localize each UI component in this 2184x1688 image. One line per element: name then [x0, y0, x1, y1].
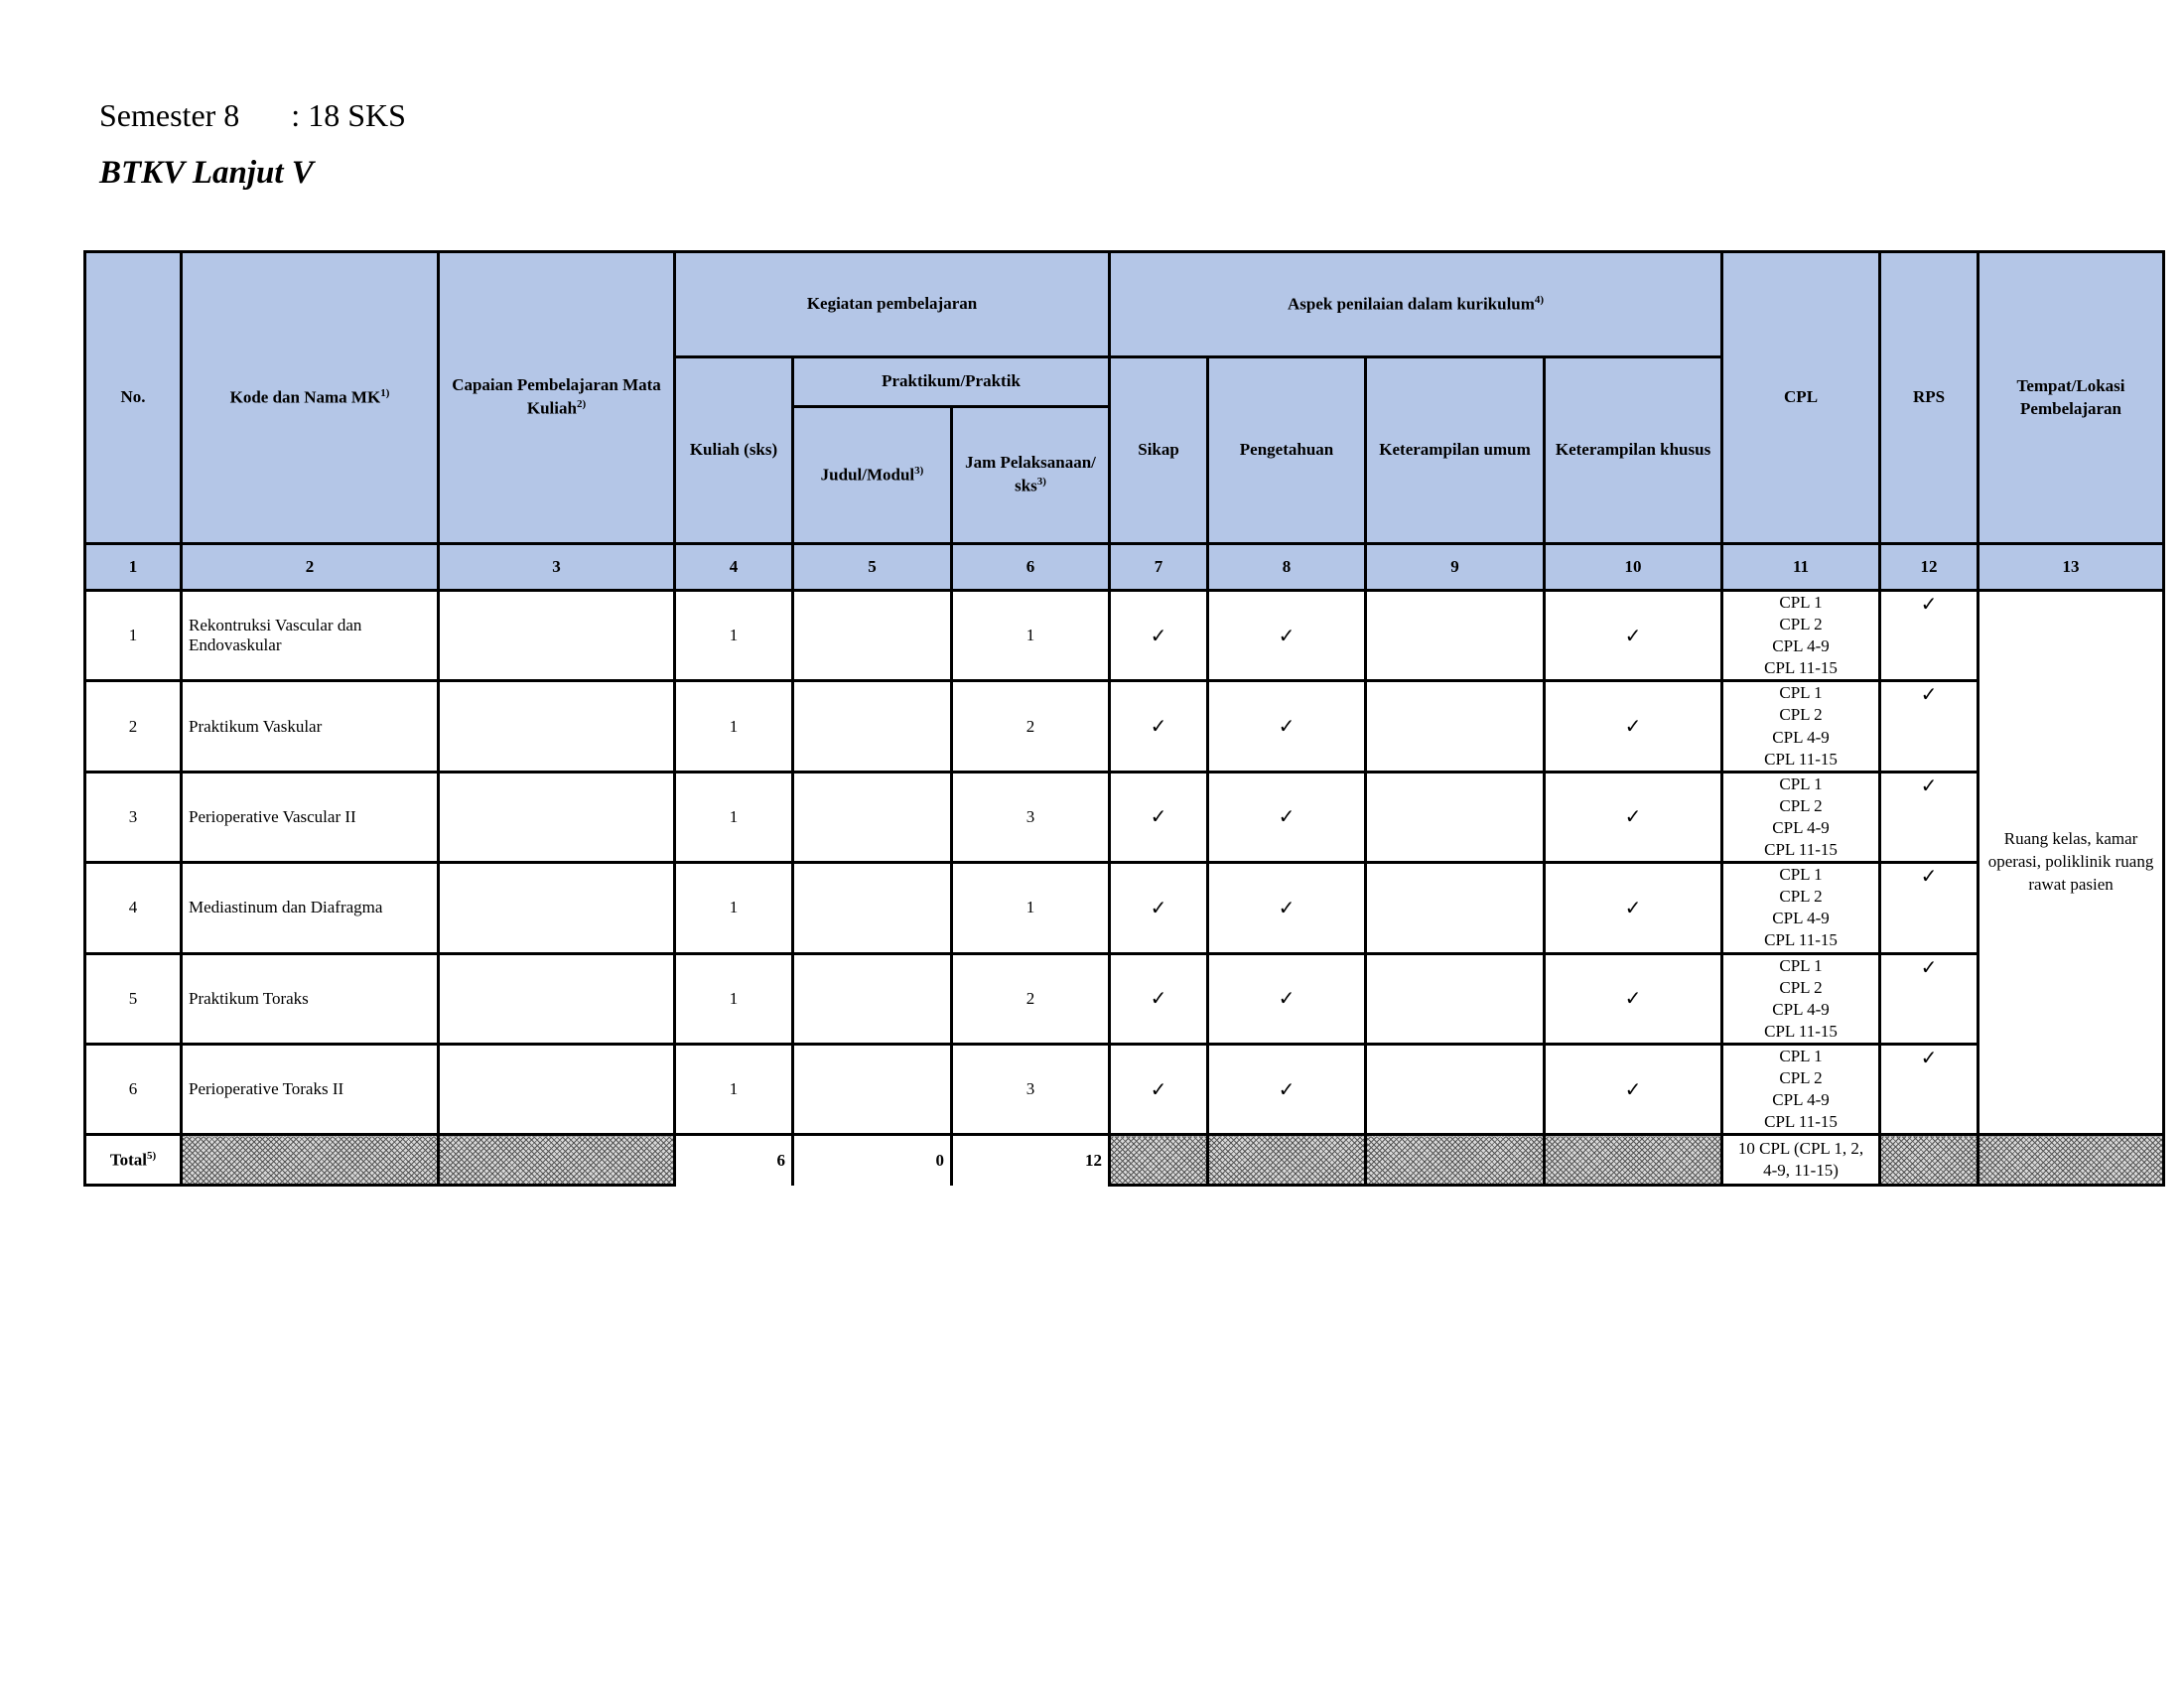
- rps-check: ✓: [1880, 953, 1979, 1044]
- header-keterampilan-umum: Keterampilan umum: [1366, 357, 1545, 544]
- course-name: Praktikum Toraks: [182, 953, 439, 1044]
- total-label: Total$^{5)}$: [85, 1135, 182, 1186]
- jam-cell: 2: [952, 681, 1110, 772]
- total-jam: 12: [952, 1135, 1110, 1186]
- judul-cell: [793, 863, 952, 953]
- cpl-cell: CPL 1 CPL 2 CPL 4-9 CPL 11-15: [1722, 681, 1880, 772]
- col-number: 3: [439, 544, 675, 591]
- jam-cell: 3: [952, 772, 1110, 862]
- cpl-cell: CPL 1 CPL 2 CPL 4-9 CPL 11-15: [1722, 772, 1880, 862]
- capaian-cell: [439, 681, 675, 772]
- judul-cell: [793, 591, 952, 681]
- header-sikap: Sikap: [1110, 357, 1208, 544]
- header-rps: RPS: [1880, 252, 1979, 544]
- capaian-cell: [439, 863, 675, 953]
- hatched-cell: [182, 1135, 439, 1186]
- col-number: 11: [1722, 544, 1880, 591]
- table-row: [85, 1044, 2164, 1134]
- col-number: 10: [1545, 544, 1722, 591]
- header-kuliah: Kuliah (sks): [675, 357, 793, 544]
- semester-label: Semester 8: [99, 97, 240, 133]
- header-judul-modul: Judul/Modul$^{3)}$: [793, 407, 952, 544]
- pengetahuan-check: ✓: [1208, 681, 1366, 772]
- sikap-check: ✓: [1110, 863, 1208, 953]
- curriculum-table: [83, 250, 2165, 1187]
- jam-cell: 2: [952, 953, 1110, 1044]
- judul-cell: [793, 1044, 952, 1134]
- cpl-cell: CPL 1 CPL 2 CPL 4-9 CPL 11-15: [1722, 863, 1880, 953]
- sikap-check: ✓: [1110, 953, 1208, 1044]
- kuliah-cell: 1: [675, 863, 793, 953]
- header-capaian: Capaian Pembelajaran Mata Kuliah$^{2)}$: [439, 252, 675, 544]
- course-name: Praktikum Vaskular: [182, 681, 439, 772]
- header-kegiatan: Kegiatan pembelajaran: [675, 252, 1110, 357]
- total-kuliah: 6: [675, 1135, 793, 1186]
- keterampilan-umum-cell: [1366, 772, 1545, 862]
- table-row: [85, 591, 2164, 681]
- header-tempat: Tempat/Lokasi Pembelajaran: [1979, 252, 2164, 544]
- total-judul: 0: [793, 1135, 952, 1186]
- section-subtitle: BTKV Lanjut V: [99, 155, 314, 191]
- row-no: 6: [85, 1044, 182, 1134]
- col-number: 5: [793, 544, 952, 591]
- cpl-cell: CPL 1 CPL 2 CPL 4-9 CPL 11-15: [1722, 953, 1880, 1044]
- header-no: No.: [85, 252, 182, 544]
- pengetahuan-check: ✓: [1208, 591, 1366, 681]
- row-no: 5: [85, 953, 182, 1044]
- pengetahuan-check: ✓: [1208, 772, 1366, 862]
- col-number: 12: [1880, 544, 1979, 591]
- capaian-cell: [439, 953, 675, 1044]
- kuliah-cell: 1: [675, 1044, 793, 1134]
- hatched-cell: [1110, 1135, 1208, 1186]
- kuliah-cell: 1: [675, 772, 793, 862]
- course-name: Perioperative Toraks II: [182, 1044, 439, 1134]
- sikap-check: ✓: [1110, 1044, 1208, 1134]
- judul-cell: [793, 681, 952, 772]
- rps-check: ✓: [1880, 591, 1979, 681]
- table-row: [85, 863, 2164, 953]
- table-row: [85, 772, 2164, 862]
- table-row: [85, 953, 2164, 1044]
- keterampilan-khusus-check: ✓: [1545, 953, 1722, 1044]
- header-aspek: Aspek penilaian dalam kurikulum$^{4)}$: [1110, 252, 1722, 357]
- table-row: [85, 681, 2164, 772]
- cpl-cell: CPL 1 CPL 2 CPL 4-9 CPL 11-15: [1722, 1044, 1880, 1134]
- hatched-cell: [1545, 1135, 1722, 1186]
- jam-cell: 1: [952, 591, 1110, 681]
- kuliah-cell: 1: [675, 591, 793, 681]
- sikap-check: ✓: [1110, 591, 1208, 681]
- sikap-check: ✓: [1110, 772, 1208, 862]
- keterampilan-umum-cell: [1366, 1044, 1545, 1134]
- kuliah-cell: 1: [675, 681, 793, 772]
- header-pengetahuan: Pengetahuan: [1208, 357, 1366, 544]
- tempat-cell: Ruang kelas, kamar operasi, poliklinik ruang rawat pasien: [1979, 591, 2164, 1135]
- judul-cell: [793, 772, 952, 862]
- rps-check: ✓: [1880, 772, 1979, 862]
- pengetahuan-check: ✓: [1208, 953, 1366, 1044]
- capaian-cell: [439, 591, 675, 681]
- capaian-cell: [439, 1044, 675, 1134]
- col-number: 13: [1979, 544, 2164, 591]
- rps-check: ✓: [1880, 681, 1979, 772]
- row-no: 2: [85, 681, 182, 772]
- pengetahuan-check: ✓: [1208, 1044, 1366, 1134]
- total-cpl: 10 CPL (CPL 1, 2, 4-9, 11-15): [1722, 1135, 1880, 1186]
- header-kode: Kode dan Nama MK$^{1)}$: [182, 252, 439, 544]
- keterampilan-khusus-check: ✓: [1545, 863, 1722, 953]
- course-name: Rekontruksi Vascular dan Endovaskular: [182, 591, 439, 681]
- hatched-cell: [1366, 1135, 1545, 1186]
- capaian-cell: [439, 772, 675, 862]
- sks-label: : 18 SKS: [291, 97, 406, 133]
- header-praktikum: Praktikum/Praktik: [793, 357, 1110, 407]
- col-number: 1: [85, 544, 182, 591]
- hatched-cell: [439, 1135, 675, 1186]
- jam-cell: 3: [952, 1044, 1110, 1134]
- course-name: Mediastinum dan Diafragma: [182, 863, 439, 953]
- semester-heading: [99, 97, 406, 134]
- hatched-cell: [1880, 1135, 1979, 1186]
- sikap-check: ✓: [1110, 681, 1208, 772]
- kuliah-cell: 1: [675, 953, 793, 1044]
- keterampilan-khusus-check: ✓: [1545, 681, 1722, 772]
- column-number-row: [85, 544, 2164, 591]
- row-no: 1: [85, 591, 182, 681]
- jam-cell: 1: [952, 863, 1110, 953]
- keterampilan-umum-cell: [1366, 681, 1545, 772]
- row-no: 3: [85, 772, 182, 862]
- header-keterampilan-khusus: Keterampilan khusus: [1545, 357, 1722, 544]
- rps-check: ✓: [1880, 1044, 1979, 1134]
- cpl-cell: CPL 1 CPL 2 CPL 4-9 CPL 11-15: [1722, 591, 1880, 681]
- keterampilan-umum-cell: [1366, 953, 1545, 1044]
- col-number: 6: [952, 544, 1110, 591]
- col-number: 4: [675, 544, 793, 591]
- judul-cell: [793, 953, 952, 1044]
- row-no: 4: [85, 863, 182, 953]
- rps-check: ✓: [1880, 863, 1979, 953]
- header-cpl: CPL: [1722, 252, 1880, 544]
- keterampilan-khusus-check: ✓: [1545, 772, 1722, 862]
- course-name: Perioperative Vascular II: [182, 772, 439, 862]
- col-number: 9: [1366, 544, 1545, 591]
- hatched-cell: [1208, 1135, 1366, 1186]
- hatched-cell: [1979, 1135, 2164, 1186]
- col-number: 2: [182, 544, 439, 591]
- col-number: 7: [1110, 544, 1208, 591]
- col-number: 8: [1208, 544, 1366, 591]
- keterampilan-umum-cell: [1366, 591, 1545, 681]
- header-jam-pelaksanaan: Jam Pelaksanaan/ sks$^{3)}$: [952, 407, 1110, 544]
- keterampilan-umum-cell: [1366, 863, 1545, 953]
- keterampilan-khusus-check: ✓: [1545, 1044, 1722, 1134]
- pengetahuan-check: ✓: [1208, 863, 1366, 953]
- total-row: [85, 1135, 2164, 1186]
- keterampilan-khusus-check: ✓: [1545, 591, 1722, 681]
